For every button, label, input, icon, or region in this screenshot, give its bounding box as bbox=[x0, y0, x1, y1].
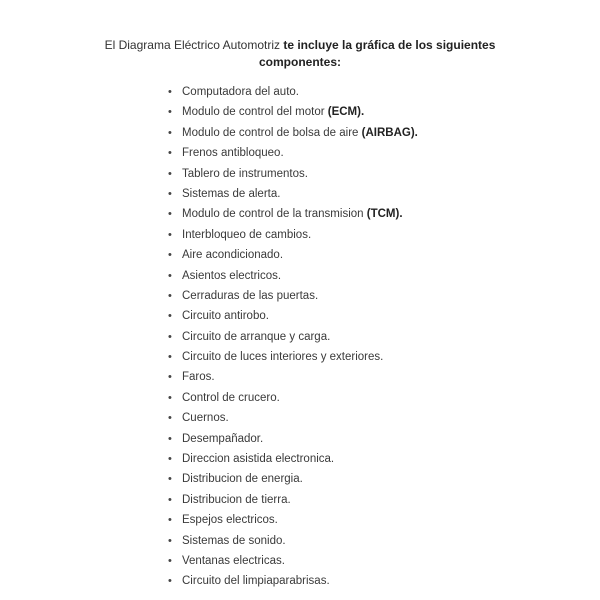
list-item bbox=[168, 490, 418, 510]
list-item-text: Tablero de instrumentos. bbox=[182, 167, 308, 180]
list-item bbox=[168, 286, 418, 306]
list-item-text: Sistemas de alerta. bbox=[182, 187, 281, 200]
list-item bbox=[168, 82, 418, 102]
list-item bbox=[168, 469, 418, 489]
list-item bbox=[168, 164, 418, 184]
bullet-icon: • bbox=[168, 432, 172, 445]
bullet-icon: • bbox=[168, 208, 172, 221]
list-item-acronym: (TCM). bbox=[366, 208, 403, 221]
list-item bbox=[168, 184, 418, 204]
list-item-text: Interbloqueo de cambios. bbox=[182, 228, 312, 241]
list-item bbox=[168, 266, 418, 286]
bullet-icon: • bbox=[168, 310, 172, 323]
bullet-icon: • bbox=[168, 289, 172, 302]
bullet-icon: • bbox=[168, 126, 172, 139]
list-item bbox=[168, 510, 418, 530]
bullet-icon: • bbox=[168, 514, 172, 527]
list-item bbox=[168, 327, 418, 347]
bullet-icon: • bbox=[168, 575, 172, 588]
bullet-icon: • bbox=[168, 473, 172, 486]
list-item-text: Distribucion de energia. bbox=[182, 473, 303, 486]
list-item bbox=[168, 123, 418, 143]
list-item-text: Direccion asistida electronica. bbox=[182, 453, 335, 466]
list-item-text: Circuito antirobo. bbox=[182, 310, 269, 323]
list-item bbox=[168, 571, 418, 591]
list-item-text: Cuernos. bbox=[182, 412, 229, 425]
bullet-icon: • bbox=[168, 493, 172, 506]
list-item-text: Espejos electricos. bbox=[182, 514, 278, 527]
list-item bbox=[168, 408, 418, 428]
component-list bbox=[168, 82, 418, 592]
list-item bbox=[168, 204, 418, 224]
bullet-icon: • bbox=[168, 371, 172, 384]
bullet-icon: • bbox=[168, 147, 172, 160]
list-item bbox=[168, 551, 418, 571]
list-item bbox=[168, 306, 418, 326]
list-item-text: Desempañador. bbox=[182, 432, 264, 445]
list-item-text: Control de crucero. bbox=[182, 391, 280, 404]
bullet-icon: • bbox=[168, 86, 172, 98]
list-item-text: Distribucion de tierra. bbox=[182, 493, 291, 506]
list-item bbox=[168, 388, 418, 408]
intro-bold-text-line2: componentes: bbox=[258, 55, 341, 69]
list-item-text: Asientos electricos. bbox=[182, 269, 282, 282]
list-item bbox=[168, 102, 418, 122]
list-item-text: Cerraduras de las puertas. bbox=[182, 289, 319, 302]
list-item-text: Modulo de control de bolsa de aire bbox=[182, 126, 362, 139]
list-item-text: Computadora del auto. bbox=[182, 86, 299, 98]
list-item-text: Aire acondicionado. bbox=[182, 249, 284, 262]
list-item-acronym: (AIRBAG). bbox=[361, 126, 418, 139]
list-item bbox=[168, 347, 418, 367]
list-item-acronym: (ECM). bbox=[327, 106, 365, 119]
list-item bbox=[168, 429, 418, 449]
bullet-icon: • bbox=[168, 167, 172, 180]
bullet-icon: • bbox=[168, 351, 172, 364]
list-item-text: Sistemas de sonido. bbox=[182, 534, 286, 547]
list-item-text: Circuito de luces interiores y exteriores. bbox=[182, 351, 384, 364]
bullet-icon: • bbox=[168, 330, 172, 343]
bullet-icon: • bbox=[168, 554, 172, 567]
bullet-icon: • bbox=[168, 228, 172, 241]
list-item bbox=[168, 367, 418, 387]
bullet-icon: • bbox=[168, 187, 172, 200]
list-item-text: Modulo de control de la transmision bbox=[182, 208, 367, 221]
list-item bbox=[168, 225, 418, 245]
bullet-icon: • bbox=[168, 106, 172, 119]
list-item-text: Circuito del limpiaparabrisas. bbox=[182, 575, 330, 588]
list-item-text: Modulo de control del motor bbox=[182, 106, 328, 119]
list-item-text: Ventanas electricas. bbox=[182, 554, 285, 567]
bullet-icon: • bbox=[168, 412, 172, 425]
list-item bbox=[168, 449, 418, 469]
list-item-text: Faros. bbox=[182, 371, 215, 384]
bullet-icon: • bbox=[168, 453, 172, 466]
list-item bbox=[168, 531, 418, 551]
list-item bbox=[168, 143, 418, 163]
bullet-icon: • bbox=[168, 391, 172, 404]
intro-bold-text-line1: te incluye la gráfica de los siguientes bbox=[283, 38, 496, 52]
bullet-icon: • bbox=[168, 249, 172, 262]
bullet-icon: • bbox=[168, 269, 172, 282]
intro-normal-text: El Diagrama Eléctrico Automotriz bbox=[104, 38, 284, 52]
intro-paragraph bbox=[60, 37, 540, 71]
list-item-text: Circuito de arranque y carga. bbox=[182, 330, 331, 343]
list-item bbox=[168, 245, 418, 265]
bullet-icon: • bbox=[168, 534, 172, 547]
list-item-text: Frenos antibloqueo. bbox=[182, 147, 284, 160]
